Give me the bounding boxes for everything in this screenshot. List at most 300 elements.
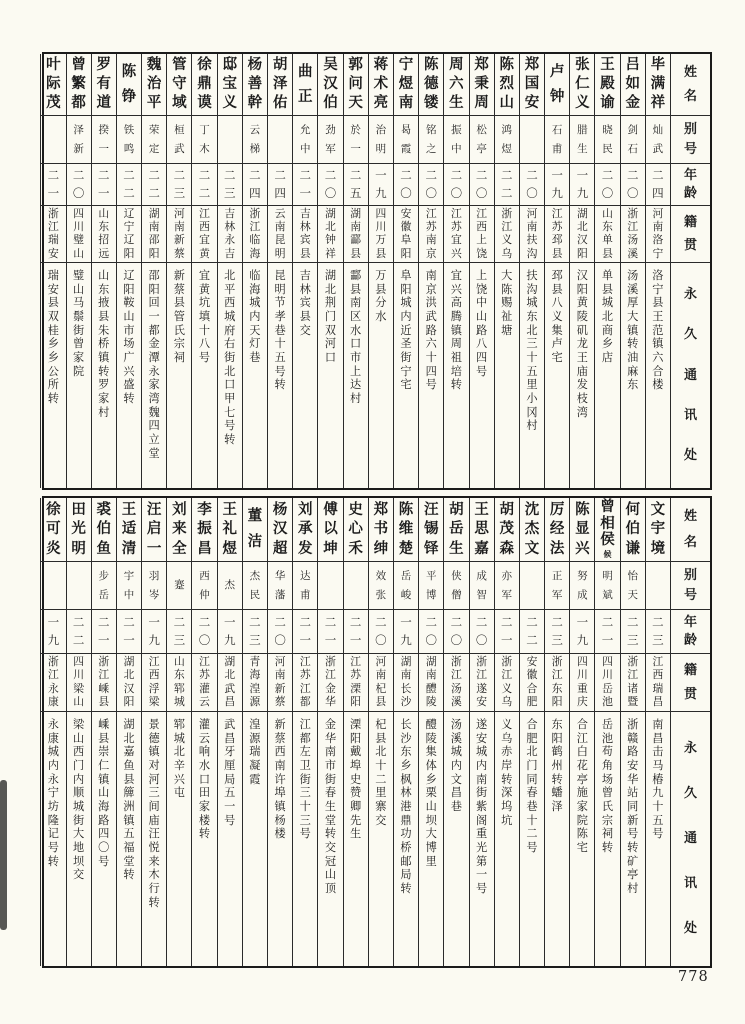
header-column	[670, 498, 710, 966]
entry-alias-cell: 剑 石	[621, 116, 645, 164]
entry-alias-cell	[646, 562, 670, 610]
entry-address-cell: 汉 阳 黄 陵 矶 龙 王 庙 发 枝 湾	[576, 269, 588, 419]
entry-native-cell: 江 西 宜 黄	[192, 206, 216, 263]
entry-age-cell: 二 一	[344, 610, 368, 654]
entry-column	[418, 498, 443, 966]
entry-native-cell: 浙 江 瑞 安	[41, 206, 65, 263]
entry-address-cell: 辽 阳 鞍 山 市 场 广 兴 盛 转	[123, 269, 135, 405]
entry-address-cell: 洛 宁 县 王 范 镇 六 合 楼	[652, 269, 664, 392]
scan-artifact	[0, 780, 7, 930]
entry-name-cell: 沈 杰 文	[520, 498, 544, 562]
entry-native-cell: 江 苏 宜 兴	[444, 206, 468, 263]
entry-column	[66, 498, 91, 966]
header-column	[670, 54, 710, 488]
entry-age-cell: 二 一	[293, 610, 317, 654]
entry-alias-cell: 腊 生	[570, 116, 594, 164]
entry-column	[494, 498, 519, 966]
entry-address-cell: 酃 县 南 区 水 口 市 上 达 村	[350, 269, 362, 405]
entry-age-cell: 二 一	[318, 610, 342, 654]
entry-name-cell: 曲 正	[293, 54, 317, 116]
entry-alias-cell: 铁 鸣	[117, 116, 141, 164]
entry-alias-cell: 华 藩	[268, 562, 292, 610]
entry-name-cell: 胡 泽 佑	[268, 54, 292, 116]
entry-native-cell: 四 川 梁 山	[67, 654, 91, 712]
entry-column	[544, 54, 569, 488]
entry-alias-cell: 於 一	[344, 116, 368, 164]
entry-column	[368, 498, 393, 966]
entry-alias-cell: 灿 武	[646, 116, 670, 164]
entry-column	[141, 54, 166, 488]
entry-address-cell: 武 昌 牙 厘 局 五 一 号	[224, 718, 236, 827]
header-name-label: 姓 名	[671, 498, 710, 562]
entry-name-cell: 汪 启 一	[142, 498, 166, 562]
entry-column	[217, 498, 242, 966]
entry-alias-cell: 允 中	[293, 116, 317, 164]
entry-native-cell: 河 南 洛 宁	[646, 206, 670, 263]
entry-native-cell: 辽 宁 辽 阳	[117, 206, 141, 263]
entry-native-cell: 山 东 郓 城	[167, 654, 191, 712]
entry-column	[368, 54, 393, 488]
entry-native-cell: 湖 北 武 昌	[218, 654, 242, 712]
entry-age-cell: 一 九	[218, 610, 242, 654]
entry-alias-cell	[268, 116, 292, 164]
entry-age-cell: 一 九	[369, 164, 393, 206]
entry-address-cell: 邳 县 八 义 集 卢 宅	[551, 269, 563, 364]
entry-age-cell: 二 三	[167, 164, 191, 206]
entry-native-cell: 浙 江 汤 溪	[444, 654, 468, 712]
entry-name-cell: 管 守 域	[167, 54, 191, 116]
entry-alias-cell	[67, 562, 91, 610]
entry-native-cell: 江 苏 灌 云	[192, 654, 216, 712]
entry-alias-cell: 宇 中	[117, 562, 141, 610]
entry-age-cell: 二 二	[495, 164, 519, 206]
entry-age-cell: 一 九	[394, 610, 418, 654]
entry-alias-cell: 荣 定	[142, 116, 166, 164]
entry-alias-cell: 松 亭	[470, 116, 494, 164]
entry-native-cell: 浙 江 汤 溪	[621, 206, 645, 263]
entry-address-cell: 宜 黄 坑 填 十 八 号	[198, 269, 211, 364]
entry-address-cell: 溧 阳 戴 埠 史 赞 卿 先 生	[350, 718, 362, 841]
entry-age-cell: 二 五	[344, 164, 368, 206]
entry-address-cell: 浙 赣 路 安 华 站 同 新 号 转 矿 亭 村	[627, 718, 639, 895]
entry-native-cell: 吉 林 永 吉	[218, 206, 242, 263]
entry-native-cell: 四 川 璧 山	[67, 206, 91, 263]
entry-address-cell: 杞 县 北 十 二 里 寨 交	[375, 718, 387, 827]
entry-alias-cell: 蹇	[167, 562, 191, 610]
entry-column	[242, 54, 267, 488]
entry-name-cell: 毕 满 祥	[646, 54, 670, 116]
entry-alias-cell: 石 甫	[545, 116, 569, 164]
entry-column	[242, 498, 267, 966]
entry-native-cell: 山 东 单 县	[595, 206, 619, 263]
entry-name-cell: 刘 来 全	[167, 498, 191, 562]
entry-column	[166, 54, 191, 488]
entry-column	[191, 54, 216, 488]
entry-name-cell: 郑 秉 周	[470, 54, 494, 116]
entry-name-cell: 文 宇 境	[646, 498, 670, 562]
entry-column	[443, 498, 468, 966]
entry-alias-cell: 杰	[218, 562, 242, 610]
entry-native-cell: 浙 江 东 阳	[545, 654, 569, 712]
entry-column	[141, 498, 166, 966]
entry-native-cell: 河 南 杞 县	[369, 654, 393, 712]
entry-alias-cell: 明 斌	[595, 562, 619, 610]
entry-name-cell: 徐 可 炎	[41, 498, 65, 562]
entry-native-cell: 湖 南 长 沙	[394, 654, 418, 712]
entry-address-cell: 汤 溪 厚 大 镇 转 油 麻 东	[627, 269, 639, 392]
entry-address-cell: 扶 沟 城 东 北 三 十 五 里 小 冈 村	[526, 269, 538, 433]
entry-address-cell: 邵 阳 回 一 都 金 潭 永 家 湾 魏 四 立 堂	[148, 269, 160, 460]
entry-native-cell: 浙 江 嵊 县	[92, 654, 116, 712]
entry-name-cell: 董 洁	[243, 498, 267, 562]
entry-alias-cell: 曷 霞	[394, 116, 418, 164]
header-native-label: 籍 贯	[671, 206, 710, 263]
entry-alias-cell: 效 张	[369, 562, 393, 610]
entry-age-cell: 二 〇	[192, 610, 216, 654]
entry-native-cell: 山 东 招 远	[92, 206, 116, 263]
entry-name-cell: 王 殿 谕	[595, 54, 619, 116]
entry-alias-cell: 揆 一	[92, 116, 116, 164]
entry-column	[267, 54, 292, 488]
entry-name-cell: 蒋 术 亮	[369, 54, 393, 116]
entry-alias-cell	[41, 562, 65, 610]
entry-age-cell: 二 二	[520, 610, 544, 654]
entry-address-cell: 合 肥 北 门 同 春 巷 十 二 号	[526, 718, 538, 854]
entry-address-cell: 景 德 镇 对 河 三 间 庙 汪 悦 来 木 行 转	[148, 718, 160, 909]
entry-native-cell: 江 西 上 饶	[470, 206, 494, 263]
entry-address-cell: 湖 北 嘉 鱼 县 簰 洲 镇 五 福 堂 转	[123, 718, 135, 882]
entry-column	[317, 498, 342, 966]
entry-alias-cell: 铭 之	[419, 116, 443, 164]
entry-alias-cell	[520, 116, 544, 164]
entry-column	[116, 498, 141, 966]
entry-address-cell: 璧 山 马 鬃 街 曾 家 院	[72, 269, 85, 378]
entry-name-cell: 傅 以 坤	[318, 498, 342, 562]
entry-column	[343, 54, 368, 488]
entry-name-cell: 杨 善 幹	[243, 54, 267, 116]
entry-age-cell: 二 一	[495, 610, 519, 654]
entry-alias-cell	[318, 562, 342, 610]
entry-native-cell: 吉 林 宾 县	[293, 206, 317, 263]
entry-name-cell: 胡 茂 森	[495, 498, 519, 562]
entry-native-cell: 安 徽 阜 阳	[394, 206, 418, 263]
entry-column	[469, 54, 494, 488]
entry-column	[645, 54, 670, 488]
entry-column	[519, 498, 544, 966]
entry-address-cell: 单 县 城 北 商 乡 店	[601, 269, 614, 364]
entry-alias-cell: 桓 武	[167, 116, 191, 164]
entry-address-cell: 新 蔡 西 南 许 埠 镇 杨 楼	[274, 718, 286, 841]
header-address-label: 永 久 通 讯 处	[683, 287, 697, 463]
entry-age-cell: 二 二	[192, 164, 216, 206]
entry-age-cell: 二 一	[293, 164, 317, 206]
entry-name-cell: 郑 国 安	[520, 54, 544, 116]
entry-address-cell: 嵊 县 崇 仁 镇 山 海 路 四 〇 号	[98, 718, 110, 868]
entry-age-cell: 一 九	[570, 164, 594, 206]
entry-native-cell: 云 南 昆 明	[268, 206, 292, 263]
entry-age-cell: 二 一	[117, 610, 141, 654]
entry-age-cell: 二 二	[67, 610, 91, 654]
entry-name-cell: 卢 钟	[545, 54, 569, 116]
entry-column	[620, 54, 645, 488]
entry-column	[469, 498, 494, 966]
entry-name-cell: 罗 有 道	[92, 54, 116, 116]
entry-age-cell: 二 〇	[268, 610, 292, 654]
entry-native-cell: 安 徽 合 肥	[520, 654, 544, 712]
entry-age-cell: 二 〇	[318, 164, 342, 206]
entry-address-cell: 灌 云 响 水 口 田 家 楼 转	[198, 718, 211, 841]
entry-age-cell: 二 三	[243, 610, 267, 654]
entry-native-cell: 江 西 浮 梁	[142, 654, 166, 712]
entry-column	[91, 54, 116, 488]
entry-alias-cell: 岳 峻	[394, 562, 418, 610]
entry-age-cell: 二 〇	[444, 610, 468, 654]
header-age-label: 年 龄	[671, 610, 710, 654]
directory-table-top	[42, 52, 712, 490]
entry-alias-cell: 治 明	[369, 116, 393, 164]
entry-age-cell: 二 三	[167, 610, 191, 654]
entry-address-cell: 山 东 掖 县 朱 桥 镇 转 罗 家 村	[98, 269, 110, 419]
entry-column	[519, 54, 544, 488]
entry-alias-cell: 泽 新	[67, 116, 91, 164]
entry-address-cell: 北 平 西 城 府 右 街 北 口 甲 七 号 转	[224, 269, 236, 446]
entry-native-cell: 浙 江 诸 暨	[621, 654, 645, 712]
entry-alias-cell	[41, 116, 65, 164]
entry-name-cell: 张 仁 义	[570, 54, 594, 116]
entry-age-cell: 一 九	[41, 610, 65, 654]
entry-age-cell: 一 九	[570, 610, 594, 654]
entry-age-cell: 二 二	[117, 164, 141, 206]
entry-address-cell: 大 陈 赐 祉 塘	[501, 269, 513, 337]
entry-address-cell: 金 华 南 市 街 春 生 堂 转 交 冠 山 顶	[324, 718, 337, 895]
entry-name-cell: 厉 经 法	[545, 498, 569, 562]
entry-age-cell: 二 〇	[394, 164, 418, 206]
entry-native-cell: 浙 江 义 乌	[495, 206, 519, 263]
entry-alias-cell: 达 甫	[293, 562, 317, 610]
entry-column	[393, 498, 418, 966]
entry-alias-cell: 怡 天	[621, 562, 645, 610]
entry-native-cell: 浙 江 临 海	[243, 206, 267, 263]
entry-age-cell: 二 四	[268, 164, 292, 206]
entry-name-cell: 李 振 昌	[192, 498, 216, 562]
entry-name-cell: 田 光 明	[67, 498, 91, 562]
entry-age-cell: 二 〇	[419, 610, 443, 654]
entry-column	[620, 498, 645, 966]
entry-native-cell: 湖 北 汉 阳	[570, 206, 594, 263]
entry-address-cell: 临 海 城 内 天 灯 巷	[249, 269, 261, 364]
entry-alias-cell: 云 梯	[243, 116, 267, 164]
entry-name-cell: 陈 维 楚	[394, 498, 418, 562]
entry-address-cell: 宜 兴 高 腾 镇 周 祖 培 转	[450, 269, 462, 392]
entry-column	[40, 54, 65, 488]
entry-native-cell: 江 苏 南 京	[419, 206, 443, 263]
entry-alias-cell: 鸿 煜	[495, 116, 519, 164]
entry-column	[494, 54, 519, 488]
entry-age-cell: 二 二	[142, 164, 166, 206]
entry-address-cell: 义 乌 赤 岸 转 深 坞 坑	[501, 718, 513, 827]
entry-native-cell: 浙 江 义 乌	[495, 654, 519, 712]
entry-age-cell: 二 一	[41, 164, 65, 206]
entry-address-cell: 吉 林 宾 县 交	[299, 269, 311, 337]
entry-column	[594, 498, 619, 966]
entry-native-cell: 江 苏 溧 阳	[344, 654, 368, 712]
entry-name-cell: 王 思 嘉	[470, 498, 494, 562]
entry-address-cell: 合 江 白 花 亭 施 家 院 陈 宅	[576, 718, 588, 854]
entry-alias-cell	[218, 116, 242, 164]
entry-name-cell: 刘 承 发	[293, 498, 317, 562]
entry-age-cell: 二 三	[621, 610, 645, 654]
entry-age-cell: 二 〇	[520, 164, 544, 206]
entry-native-cell: 江 西 瑞 昌	[646, 654, 670, 712]
entry-alias-cell: 西 仲	[192, 562, 216, 610]
entry-column	[267, 498, 292, 966]
entry-column	[393, 54, 418, 488]
entry-alias-cell: 成 智	[470, 562, 494, 610]
entry-age-cell: 二 〇	[67, 164, 91, 206]
header-name-label: 姓 名	[671, 54, 710, 116]
header-alias-label: 别 号	[671, 116, 710, 164]
entry-address-cell: 遂 安 城 内 南 街 紫 阁 重 光 第 一 号	[475, 718, 488, 895]
entry-address-cell: 瑞 安 县 双 桂 乡 乡 公 所 转	[47, 269, 59, 405]
entry-address-cell: 永 康 城 内 永 宁 坊 隆 记 号 转	[47, 718, 59, 868]
entry-address-cell: 万 县 分 水	[375, 269, 387, 323]
entry-age-cell: 二 〇	[595, 164, 619, 206]
entry-name-cell: 叶 际 茂	[41, 54, 65, 116]
entry-native-cell: 四 川 岳 池	[595, 654, 619, 712]
entry-native-cell: 湖 南 邵 阳	[142, 206, 166, 263]
entry-name-cell: 吕 如 金	[621, 54, 645, 116]
entry-alias-cell	[520, 562, 544, 610]
entry-column	[292, 54, 317, 488]
entry-name-cell: 陈 烈 山	[495, 54, 519, 116]
entry-age-cell: 二 〇	[444, 164, 468, 206]
entry-native-cell: 青 海 湟 源	[243, 654, 267, 712]
entry-name-cell: 宁 煜 南	[394, 54, 418, 116]
entry-column	[594, 54, 619, 488]
entry-age-cell: 二 〇	[470, 610, 494, 654]
entry-name-cell: 王 适 清	[117, 498, 141, 562]
entry-column	[40, 498, 65, 966]
entry-age-cell: 一 九	[142, 610, 166, 654]
entry-address-cell: 湟 源 瑞 凝 霞	[249, 718, 261, 786]
header-native-label: 籍 贯	[671, 654, 710, 712]
entry-address-cell: 湖 北 荆 门 双 河 口	[324, 269, 337, 364]
entry-name-cell: 周 六 生	[444, 54, 468, 116]
entry-native-cell: 河 南 扶 沟	[520, 206, 544, 263]
entry-address-cell: 南 昌 击 马 椿 九 十 五 号	[652, 718, 664, 841]
entry-age-cell: 二 三	[545, 610, 569, 654]
entry-address-cell: 江 都 左 卫 街 三 十 三 号	[299, 718, 311, 841]
entry-address-cell: 岳 池 苟 角 场 曾 氏 宗 祠 转	[601, 718, 614, 854]
entry-native-cell: 湖 北 钟 祥	[318, 206, 342, 263]
entry-name-cell: 陈 显 兴	[570, 498, 594, 562]
entry-native-cell: 江 苏 邳 县	[545, 206, 569, 263]
entry-age-cell: 二 〇	[621, 164, 645, 206]
entry-name-cell: 王 礼 煜	[218, 498, 242, 562]
entry-age-cell: 一 九	[545, 164, 569, 206]
header-age-label: 年 龄	[671, 164, 710, 206]
entry-native-cell: 浙 江 永 康	[41, 654, 65, 712]
entry-address-cell: 南 京 洪 武 路 六 十 四 号	[425, 269, 437, 392]
entry-alias-cell: 努 成	[570, 562, 594, 610]
entry-alias-cell: 亦 军	[495, 562, 519, 610]
entry-address-cell: 郓 城 北 辛 兴 屯	[173, 718, 185, 800]
entry-native-cell: 湖 南 酃 县	[344, 206, 368, 263]
header-address-label: 永 久 通 讯 处	[683, 741, 697, 936]
entry-name-cell: 徐 鼎 谟	[192, 54, 216, 116]
entry-age-cell: 二 四	[646, 164, 670, 206]
entry-address-cell: 昆 明 节 孝 巷 十 五 号 转	[274, 269, 286, 392]
entry-alias-cell: 丁 木	[192, 116, 216, 164]
entry-age-cell: 二 四	[243, 164, 267, 206]
entry-native-cell: 浙 江 遂 安	[470, 654, 494, 712]
entry-name-cell: 曾 相 侯 候	[595, 498, 619, 562]
entry-native-cell: 四 川 万 县	[369, 206, 393, 263]
entry-alias-cell: 正 军	[545, 562, 569, 610]
entry-address-cell: 汤 溪 城 内 文 昌 巷	[450, 718, 462, 813]
entry-native-cell: 河 南 新 蔡	[167, 206, 191, 263]
entry-age-cell: 二 一	[595, 610, 619, 654]
entry-name-cell: 曾 繁 都	[67, 54, 91, 116]
entry-name-cell: 杨 汉 超	[268, 498, 292, 562]
entry-native-cell: 浙 江 金 华	[318, 654, 342, 712]
entry-name-cell: 郭 问 天	[344, 54, 368, 116]
entry-column	[343, 498, 368, 966]
entry-name-cell: 裘 伯 鱼	[92, 498, 116, 562]
entry-column	[443, 54, 468, 488]
entry-native-cell: 四 川 重 庆	[570, 654, 594, 712]
entry-age-cell: 二 一	[92, 164, 116, 206]
directory-table-bottom	[42, 496, 712, 968]
entry-age-cell: 二 三	[646, 610, 670, 654]
entry-alias-cell	[344, 562, 368, 610]
entry-address-cell: 阜 阳 城 内 近 圣 街 宁 宅	[400, 269, 412, 392]
entry-alias-cell: 平 博	[419, 562, 443, 610]
entry-address-cell: 长 沙 东 乡 枫 林 港 鼎 功 桥 邮 局 转	[400, 718, 412, 895]
entry-age-cell: 二 三	[218, 164, 242, 206]
entry-native-cell: 江 苏 江 都	[293, 654, 317, 712]
entry-native-cell: 河 南 新 蔡	[268, 654, 292, 712]
entry-column	[569, 54, 594, 488]
entry-alias-cell: 步 岳	[92, 562, 116, 610]
entry-native-cell: 湖 北 汉 阳	[117, 654, 141, 712]
entry-column	[91, 498, 116, 966]
entry-age-cell: 二 一	[92, 610, 116, 654]
name-annotation: 候	[603, 549, 612, 559]
entry-column	[418, 54, 443, 488]
entry-alias-cell: 劲 军	[318, 116, 342, 164]
entry-column	[191, 498, 216, 966]
entry-column	[569, 498, 594, 966]
entry-name-cell: 吴 汉 伯	[318, 54, 342, 116]
entry-address-cell: 上 饶 中 山 路 八 四 号	[475, 269, 488, 378]
entry-age-cell: 二 〇	[419, 164, 443, 206]
entry-name-cell: 何 伯 谦	[621, 498, 645, 562]
entry-address-cell: 醴 陵 集 体 乡 栗 山 坝 大 博 里	[425, 718, 437, 868]
entry-alias-cell: 振 中	[444, 116, 468, 164]
entry-name-cell: 陈 铮	[117, 54, 141, 116]
header-alias-label: 别 号	[671, 562, 710, 610]
entry-native-cell: 湖 南 醴 陵	[419, 654, 443, 712]
entry-name-cell: 汪 锡 铎	[419, 498, 443, 562]
entry-name-cell: 邸 宝 义	[218, 54, 242, 116]
entry-column	[317, 54, 342, 488]
entry-alias-cell: 晓 民	[595, 116, 619, 164]
entry-column	[217, 54, 242, 488]
entry-column	[645, 498, 670, 966]
entry-name-cell: 魏 治 平	[142, 54, 166, 116]
entry-column	[66, 54, 91, 488]
